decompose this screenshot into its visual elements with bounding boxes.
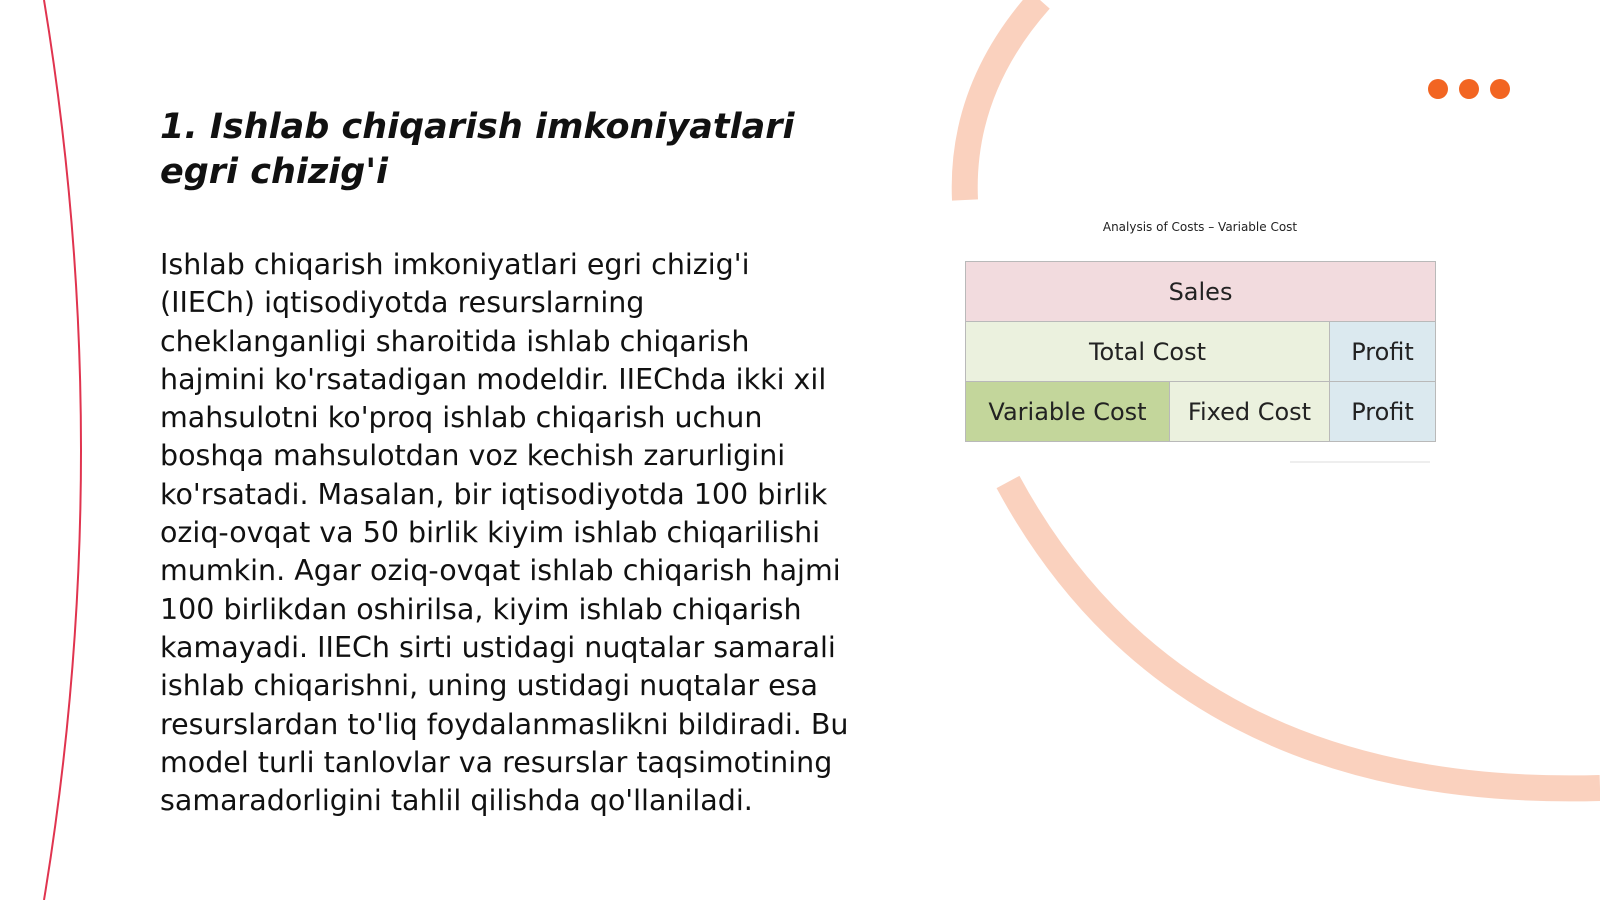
cost-analysis-table	[965, 261, 1436, 442]
dot-icon	[1459, 79, 1479, 99]
variable-cost-cell: Variable Cost	[966, 382, 1170, 442]
table-row	[966, 322, 1436, 382]
table-row	[966, 262, 1436, 322]
dot-icon	[1490, 79, 1510, 99]
faint-caption-line	[1290, 461, 1430, 463]
lower-arc	[1008, 482, 1600, 788]
fixed-cost-cell: Fixed Cost	[1170, 382, 1330, 442]
figure-title: Analysis of Costs – Variable Cost	[1102, 220, 1298, 234]
profit-cell: Profit	[1330, 382, 1436, 442]
dot-icon	[1428, 79, 1448, 99]
slide-title: 1. Ishlab chiqarish imkoniyatlari egri chizig'i	[160, 107, 795, 192]
slide-body-text: Ishlab chiqarish imkoniyatlari egri chizig'i (IIECh) iqtisodiyotda resurslarning cheklanganligi sharoitida ishlab chiqarish hajmini ko'rsatadigan modeldir. IIEChda ikki xil mahsulotni ko'proq ishlab chiqarish uchun boshqa mahsulotdan voz kechish zarurligini ko'rsatadi. Masalan, bir iqtisodiyotda 100 birlik oziq-ovqat va 50 birlik kiyim ishlab chiqarilishi mumkin. Agar oziq-ovqat ishlab chiqarish hajmi 100 birlikdan oshirilsa, kiyim ishlab chiqarish kamayadi. IIECh sirti ustidagi nuqtalar samarali ishlab chiqarishni, uning ustidagi nuqtalar esa resurslardan to'liq foydalanmaslikni bildiradi. Bu model turli tanlovlar va resurslar taqsimotining samaradorligini tahlil qilishda qo'llaniladi.	[160, 248, 849, 818]
decorative-dots	[1428, 79, 1512, 101]
upper-arc	[965, 0, 1040, 200]
sales-cell: Sales	[966, 262, 1436, 322]
total-cost-cell: Total Cost	[966, 322, 1330, 382]
profit-cell: Profit	[1330, 322, 1436, 382]
left-curve-line	[44, 0, 81, 900]
table-row	[966, 382, 1436, 442]
